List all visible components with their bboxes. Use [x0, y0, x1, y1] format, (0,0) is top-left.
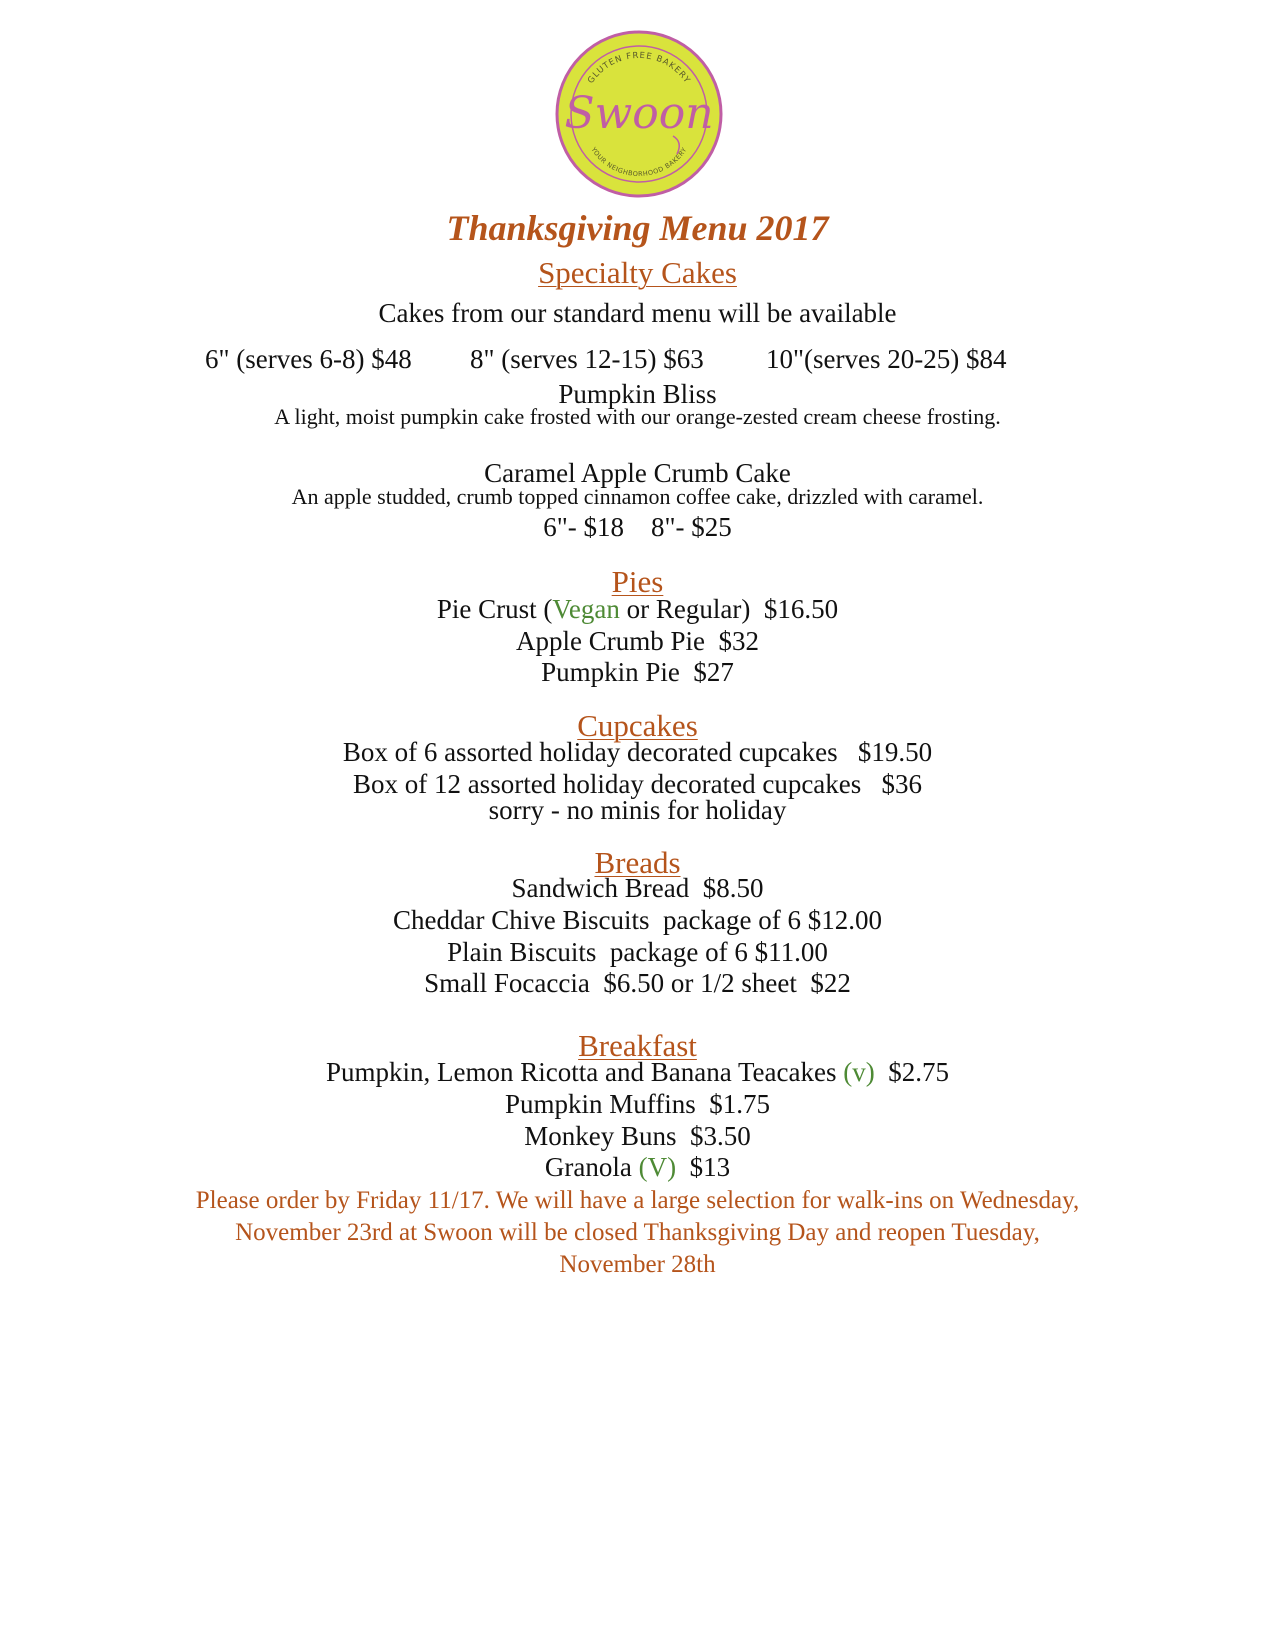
order-notice-line: November 28th — [559, 1251, 716, 1278]
svg-text:Swoon: Swoon — [564, 88, 714, 139]
breakfast-item-teacakes — [0, 1056, 1275, 1088]
svg-text:YOUR NEIGHBORHOOD BAKERY: YOUR NEIGHBORHOOD BAKERY — [589, 145, 689, 179]
teacakes-price: $2.75 — [874, 1057, 949, 1087]
menu-title: Thanksgiving Menu 2017 — [446, 208, 829, 248]
bread-item: Small Focaccia $6.50 or 1/2 sheet $22 — [424, 968, 851, 998]
vegan-label: Vegan — [552, 594, 620, 624]
cupcake-item: Box of 12 assorted holiday decorated cupcakes $36 — [352, 769, 923, 799]
bread-item: Cheddar Chive Biscuits package of 6 $12.00 — [393, 905, 882, 935]
cake-size-10: 10"(serves 20-25) $84 — [766, 344, 1007, 374]
bread-item: Plain Biscuits package of 6 $11.00 — [447, 937, 828, 967]
vegan-mark: (V) — [638, 1152, 677, 1182]
granola-price: $13 — [676, 1152, 731, 1182]
order-notice-line: November 23rd at Swoon will be closed Thanksgiving Day and reopen Tuesday, — [235, 1219, 1040, 1246]
svg-text:GLUTEN FREE BAKERY: GLUTEN FREE BAKERY — [586, 50, 692, 86]
granola-name: Granola — [544, 1152, 639, 1182]
section-heading-cupcakes: Cupcakes — [577, 708, 698, 743]
pie-crust-prefix: Pie Crust ( — [436, 594, 553, 624]
teacakes-name: Pumpkin, Lemon Ricotta and Banana Teacakes — [326, 1057, 844, 1087]
breakfast-item-granola — [0, 1151, 1275, 1183]
bread-item: Sandwich Bread $8.50 — [511, 873, 764, 903]
section-heading-breads: Breads — [594, 845, 681, 880]
swoon-logo — [553, 28, 725, 200]
breakfast-item: Pumpkin Muffins $1.75 — [504, 1089, 771, 1119]
pie-item: Apple Crumb Pie $32 — [516, 626, 759, 656]
section-heading-specialty-cakes: Specialty Cakes — [538, 255, 737, 290]
order-notice-line: Please order by Friday 11/17. We will have a large selection for walk-ins on Wednesday, — [195, 1187, 1080, 1214]
section-heading-pies: Pies — [611, 564, 664, 599]
cake-description-pumpkin-bliss: A light, moist pumpkin cake frosted with our orange-zested cream cheese frosting. — [274, 404, 1001, 429]
cake-prices-caramel-apple: 6"- $18 8"- $25 — [543, 512, 732, 542]
cake-name-pumpkin-bliss: Pumpkin Bliss — [558, 379, 717, 409]
cake-description-caramel-apple: An apple studded, crumb topped cinnamon coffee cake, drizzled with caramel. — [291, 484, 984, 509]
cupcake-note: sorry - no minis for holiday — [488, 795, 787, 825]
cake-name-caramel-apple: Caramel Apple Crumb Cake — [484, 458, 791, 488]
cupcake-item: Box of 6 assorted holiday decorated cupcakes $19.50 — [342, 737, 933, 767]
cake-size-8: 8" (serves 12-15) $63 — [470, 344, 704, 374]
vegan-mark: (v) — [843, 1057, 875, 1087]
cake-size-6: 6" (serves 6-8) $48 — [205, 344, 412, 374]
cakes-intro: Cakes from our standard menu will be available — [378, 298, 897, 328]
pie-crust-item — [0, 593, 1275, 625]
pie-item: Pumpkin Pie $27 — [541, 657, 734, 687]
breakfast-item: Monkey Buns $3.50 — [524, 1121, 751, 1151]
pie-crust-suffix: or Regular) $16.50 — [619, 594, 839, 624]
section-heading-breakfast: Breakfast — [578, 1028, 697, 1063]
